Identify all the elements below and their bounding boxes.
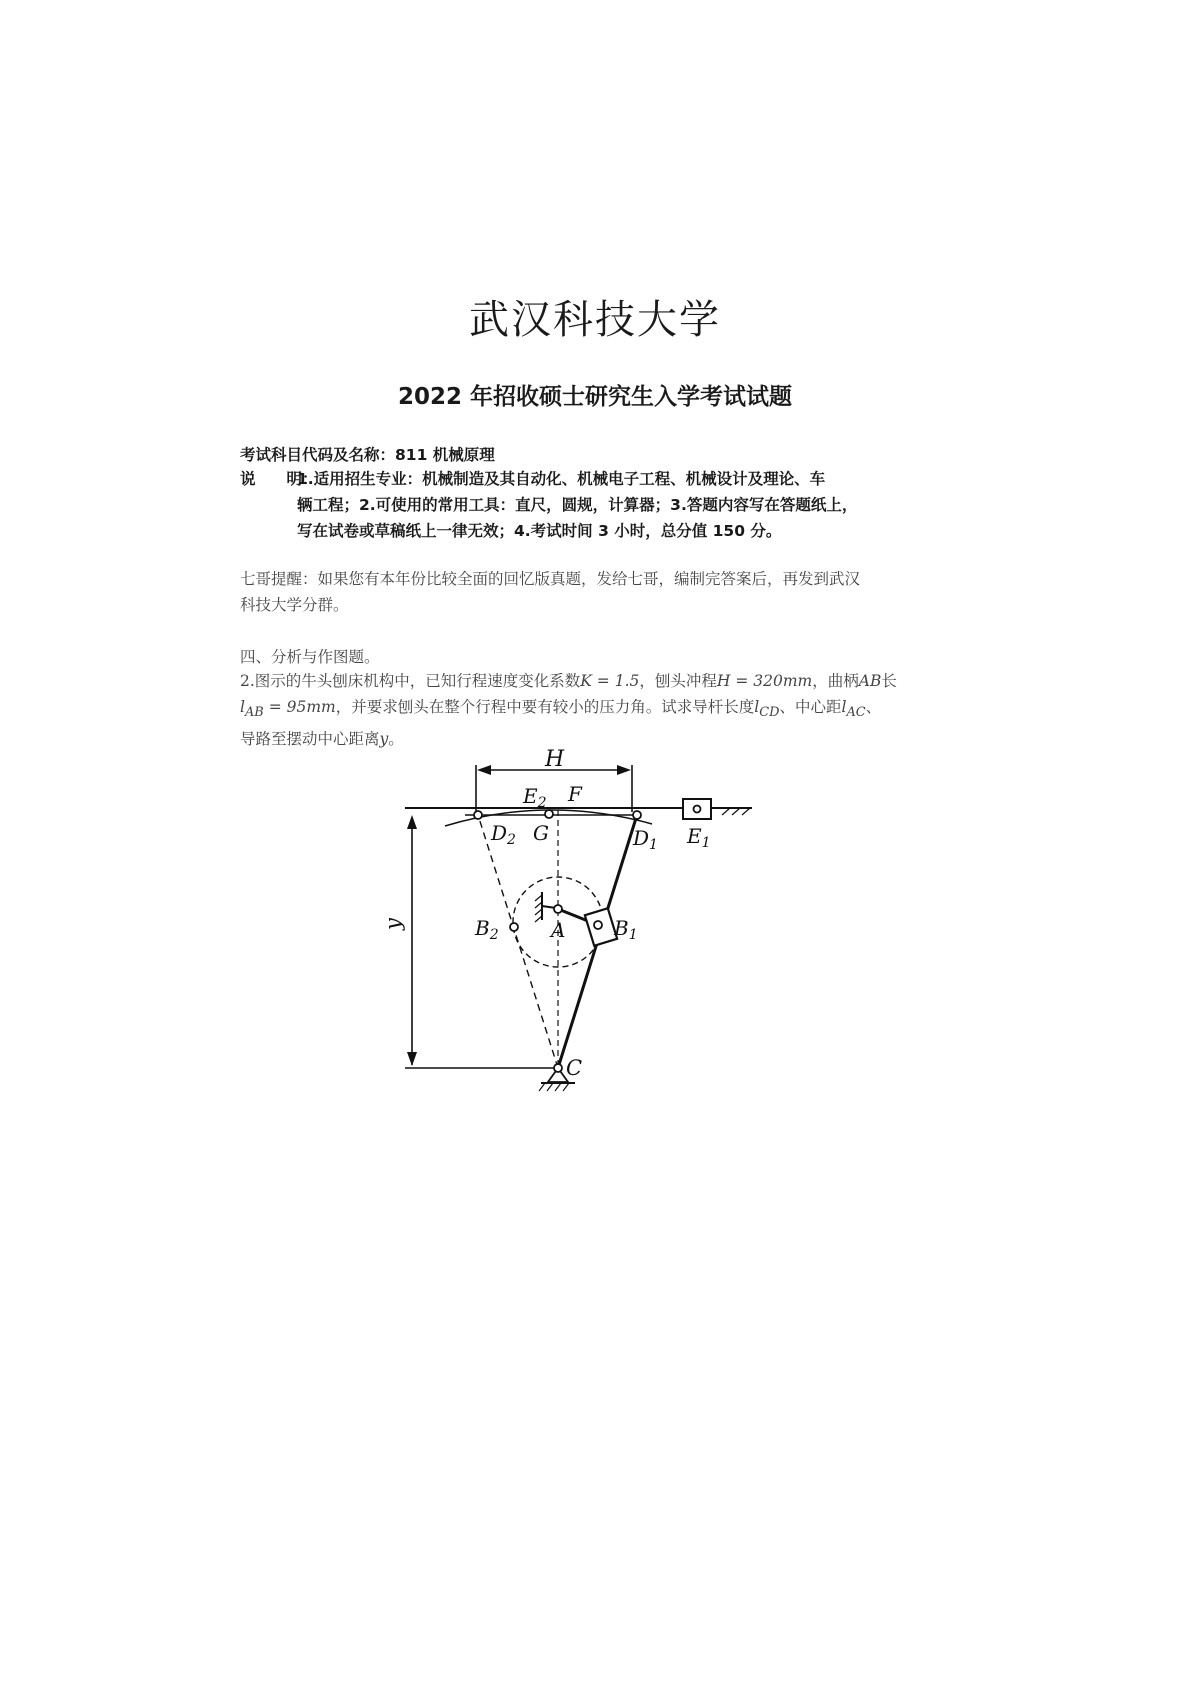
label-g: G [533,821,549,845]
label-d2: $D_2$ [491,821,516,848]
pin-d1 [633,811,641,819]
pin-b2 [510,923,518,931]
tip-line: 七哥提醒：如果您有本年份比较全面的回忆版真题，发给七哥，编制完答案后，再发到武汉 [240,570,861,588]
pin-b1 [594,921,602,929]
question-text-part: 2.图示的牛头刨床机构中，已知行程速度变化系数 [240,672,581,690]
question-text-part: ，曲柄 [812,672,859,690]
label-b2: $B_2$ [475,916,499,943]
label-a: A [551,918,566,942]
question-text-part: 长 [881,672,897,690]
pin-g [545,810,553,818]
question-text-part: 、中心距 [779,698,842,716]
question-text-part: ，刨头冲程 [639,672,717,690]
tip-block [240,566,920,618]
university-title: 武汉科技大学 [469,297,721,343]
section-heading: 四、分析与作图题。 [240,648,380,666]
h-arrow-left [477,765,491,775]
label-e1: $E_1$ [687,824,711,851]
instructions-line: 1.适用招生专业：机械制造及其自动化、机械电子工程、机械设计及理论、车 [297,470,826,488]
lab-symbol: l [240,698,245,716]
label-e2: $E_2$ [523,784,547,811]
label-c: C [566,1056,583,1080]
lab-subscript: AB [244,705,264,721]
pin-a [554,905,562,913]
ab-symbol: AB [858,672,882,690]
subject-code: 811 [395,446,428,464]
lab-value: = 95mm [263,698,336,716]
k-expression: K = 1.5 [580,672,640,690]
pin-e1 [694,806,701,813]
h-expression: H = 320mm [716,672,813,690]
frame-a-hatch [535,895,542,922]
y-symbol: y [379,730,389,749]
pin-c [554,1064,562,1072]
y-arrow-bottom [407,1052,417,1066]
exam-title: 2022 年招收硕士研究生入学考试试题 [397,384,793,410]
instructions-body [297,466,907,544]
instructions-label: 说 明： [240,470,318,488]
question-text-part: 。 [388,730,404,749]
lac-subscript: AC [846,705,866,721]
lac-symbol: l [841,698,847,716]
instructions-line: 写在试卷或草稿纸上一律无效；4.考试时间 3 小时，总分值 150 分。 [297,522,782,540]
label-h: H [545,747,565,772]
guide-ground-hatch [722,808,750,815]
frame-c-hatch [539,1083,569,1091]
lcd-symbol: l [754,698,760,716]
pin-d2 [474,811,482,819]
question-text-part: ，并要求刨头在整个行程中要有较小的压力角。试求导杆长度 [335,698,755,716]
h-arrow-right [617,765,631,775]
label-f: F [568,782,582,806]
question-text-part: 导路至摆动中心距离 [240,730,380,749]
tip-line: 科技大学分群。 [240,596,349,614]
subject-line [240,442,495,468]
label-b1: $B_1$ [614,916,638,943]
instructions-line: 辆工程；2.可使用的常用工具：直尺，圆规，计算器；3.答题内容写在答题纸上， [297,496,858,514]
question-line-2 [240,694,920,726]
label-y: y [381,918,405,930]
lcd-subscript: CD [759,705,780,721]
label-d1: $D_1$ [633,826,658,853]
question-text-part: 、 [865,698,882,716]
subject-name: 机械原理 [432,446,495,464]
subject-label: 考试科目代码及名称： [240,446,396,464]
shaper-mechanism-diagram [380,740,770,1110]
question-line-1 [240,668,920,694]
y-arrow-top [407,815,417,829]
